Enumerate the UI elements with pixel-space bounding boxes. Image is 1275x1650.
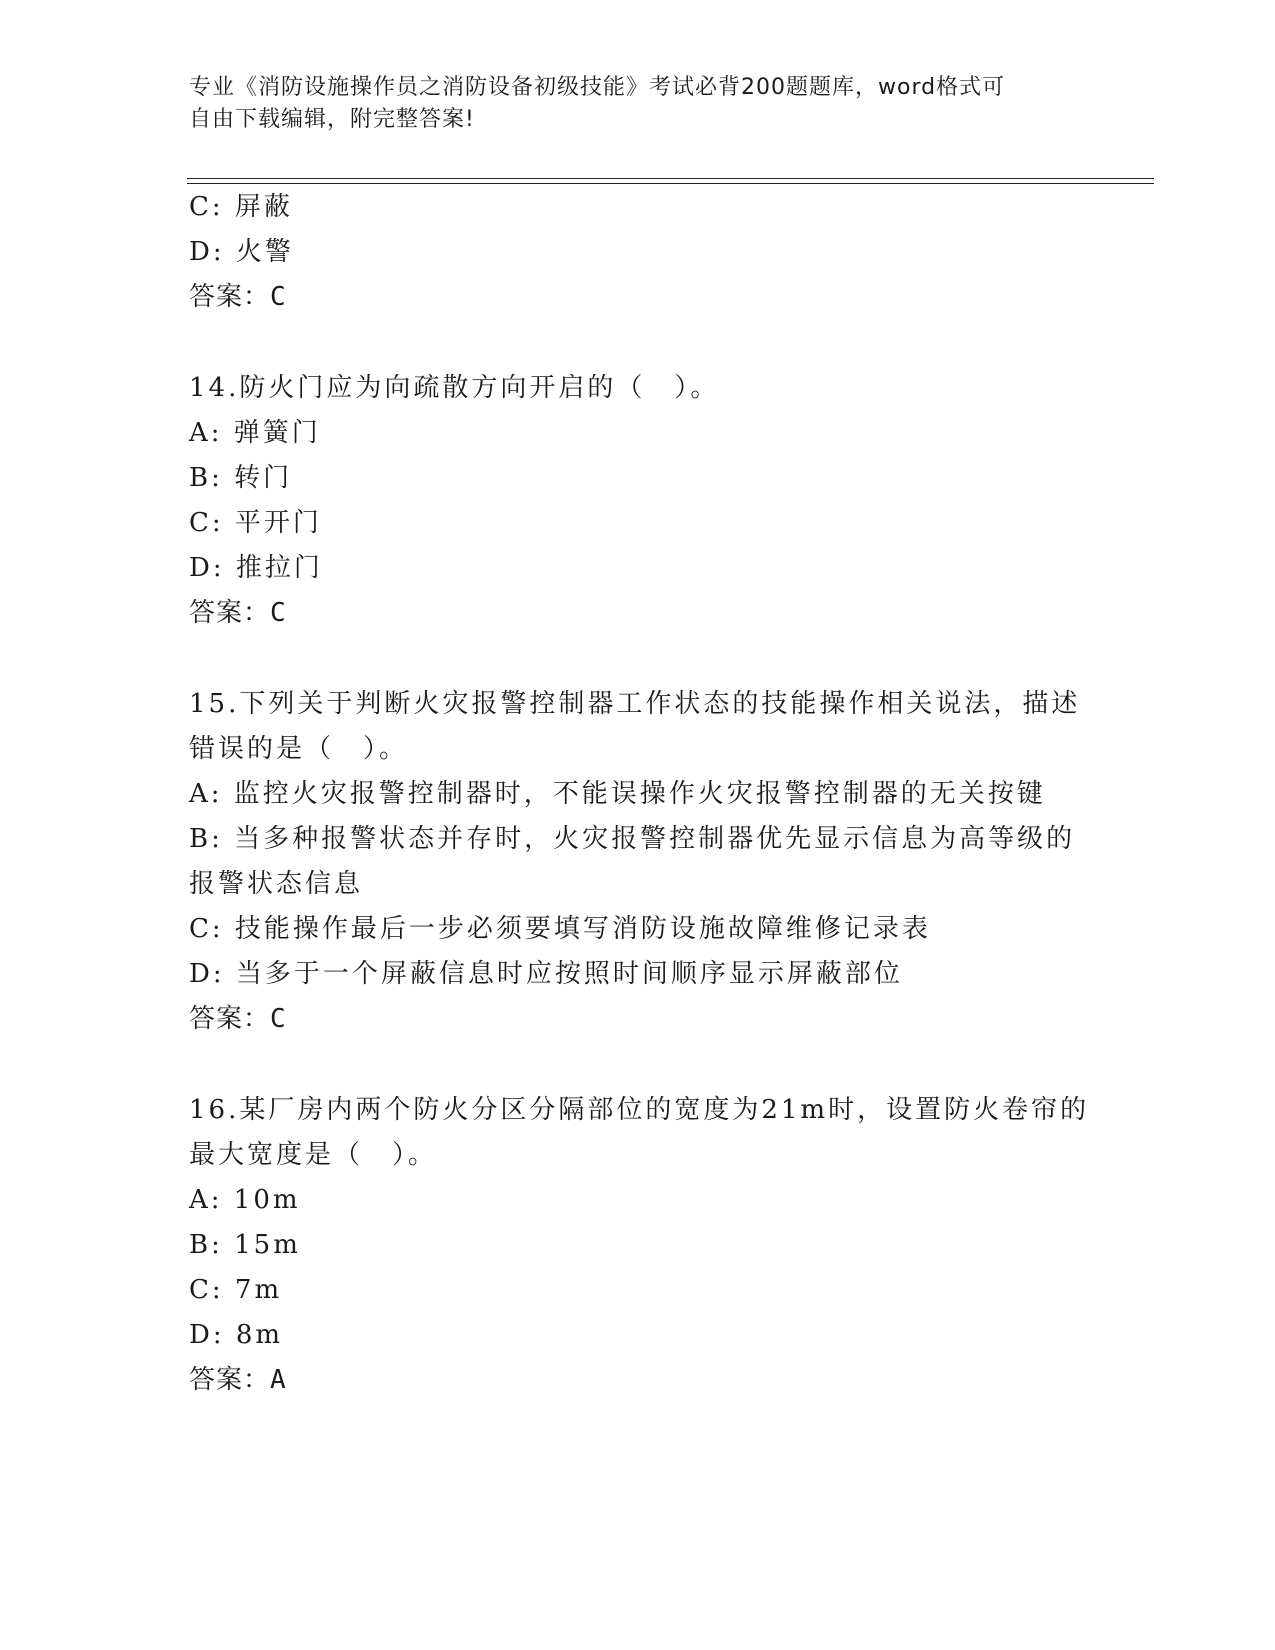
q15-option-b-line-2: 报警状态信息 <box>189 869 364 899</box>
q14-answer <box>189 596 287 630</box>
q15-option-c: C: 技能操作最后一步必须要填写消防设施故障维修记录表 <box>189 914 931 944</box>
q16-stem-line-2: 最大宽度是（ ）。 <box>189 1140 438 1170</box>
prev-option-c: C: 屏蔽 <box>189 192 293 222</box>
page-header <box>189 72 1089 136</box>
q14-stem: 14.防火门应为向疏散方向开启的（ ）。 <box>189 373 720 403</box>
answer-value: C <box>270 282 287 312</box>
q14-option-d: D: 推拉门 <box>189 553 323 583</box>
q16-stem-line-1: 16.某厂房内两个防火分区分隔部位的宽度为21m时，设置防火卷帘的 <box>189 1095 1090 1125</box>
answer-label: 答案： <box>189 598 271 628</box>
answer-value: C <box>270 1004 287 1034</box>
answer-label: 答案： <box>189 1004 271 1034</box>
prev-option-d: D: 火警 <box>189 237 294 267</box>
answer-label: 答案： <box>189 1365 271 1395</box>
q15-option-d: D: 当多于一个屏蔽信息时应按照时间顺序显示屏蔽部位 <box>189 959 903 989</box>
q16-option-c: C: 7m <box>189 1275 283 1305</box>
header-line-1: 专业《消防设施操作员之消防设备初级技能》考试必背200题题库，word格式可 <box>189 75 1006 100</box>
header-rule-top <box>187 178 1154 179</box>
answer-value: A <box>270 1365 287 1395</box>
q15-stem-line-1: 15.下列关于判断火灾报警控制器工作状态的技能操作相关说法，描述 <box>189 689 1081 719</box>
prev-answer <box>189 280 287 314</box>
header-rule-bottom <box>187 183 1154 184</box>
q15-option-b-line-1: B: 当多种报警状态并存时，火灾报警控制器优先显示信息为高等级的 <box>189 824 1076 854</box>
q14-option-a: A: 弹簧门 <box>189 418 321 448</box>
q14-option-b: B: 转门 <box>189 463 293 493</box>
q15-option-a: A: 监控火灾报警控制器时，不能误操作火灾报警控制器的无关按键 <box>189 779 1046 809</box>
q15-stem-line-2: 错误的是（ ）。 <box>189 734 409 764</box>
q16-option-b: B: 15m <box>189 1230 301 1260</box>
q16-option-d: D: 8m <box>189 1320 284 1350</box>
answer-label: 答案： <box>189 282 271 312</box>
q15-answer <box>189 1002 287 1036</box>
q14-option-c: C: 平开门 <box>189 508 322 538</box>
q16-option-a: A: 10m <box>189 1185 301 1215</box>
q16-answer <box>189 1363 287 1397</box>
header-line-2: 自由下载编辑，附完整答案! <box>189 107 475 132</box>
answer-value: C <box>270 598 287 628</box>
